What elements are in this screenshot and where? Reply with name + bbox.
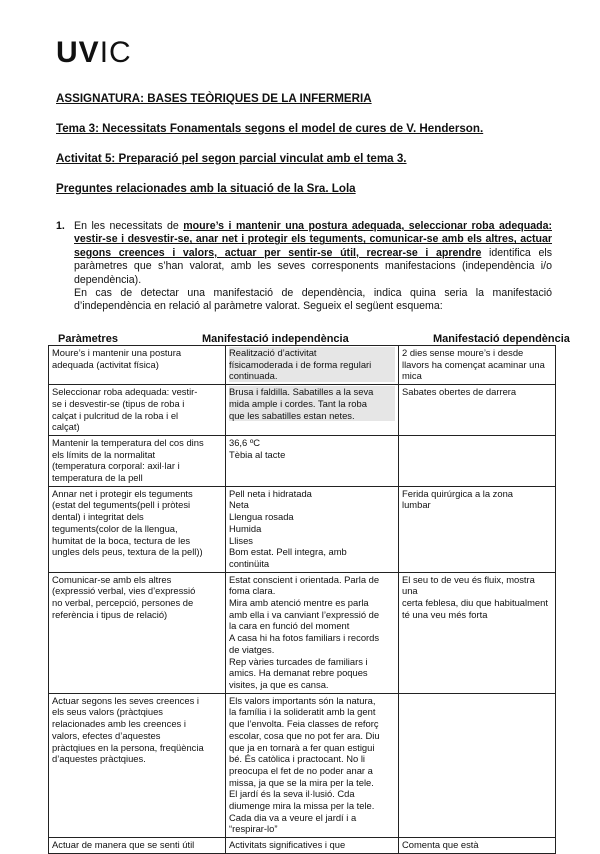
cell-line: relacionades amb les creences i	[52, 718, 186, 730]
cell-line: els límits de la normalitat	[52, 448, 156, 460]
cell-line: Bom estat. Pell integra, amb	[229, 546, 347, 558]
cell-line: (temperatura corporal: axil·lar i	[52, 460, 180, 472]
table-row	[49, 693, 556, 837]
cell-line: Actuar segons les seves creences i	[52, 694, 199, 706]
question-highlight: moure’s i mantenir una postura adequada, seleccionar roba adequada: vestir-se i desvestir-se, anar net i protegir els teguments, comunicar-se amb els altres, actuar segons creences i valors, actuar per sentir-se útil, recrear-se i aprendre	[74, 220, 552, 259]
cell-line: Pell neta i hidratada	[229, 487, 312, 499]
cell-line: foma clara.	[229, 585, 276, 597]
cell-line: que l’envolta. Feia classes de reforç	[229, 718, 379, 730]
table-cell-c3	[399, 385, 556, 436]
cell-line: certa feblesa, diu que habitualment	[402, 597, 548, 609]
cell-line: pràctqiues en la persona, freqüència	[52, 741, 204, 753]
cell-line: (expressió verbal, vies d’expressió	[52, 585, 196, 597]
course-heading: ASSIGNATURA: BASES TEÒRIQUES DE LA INFERMERIA	[56, 92, 372, 105]
cell-line: mida ample i cordes. Tant la roba	[229, 398, 395, 410]
cell-line: continuada.	[229, 370, 395, 382]
table-row	[49, 346, 556, 385]
table-cell-c1	[49, 838, 226, 854]
cell-line: temperatura de la pell	[52, 472, 143, 484]
table-row	[49, 572, 556, 693]
cell-line: Seleccionar roba adequada: vestir-	[52, 386, 198, 398]
table-cell-c1	[49, 346, 226, 385]
cell-line: (estat del teguments(pell i pròtesi	[52, 499, 191, 511]
table-cell-c3	[399, 486, 556, 572]
cell-line: Sabates obertes de darrera	[402, 386, 517, 398]
table-cell-c2	[226, 838, 399, 854]
cell-line: A casa hi ha fotos familiars i records	[229, 632, 380, 644]
cell-line: Activitats significatives i que	[229, 839, 346, 851]
table-cell-c3	[399, 435, 556, 486]
cell-line: els seus valors (pràctqiues	[52, 706, 163, 718]
cell-line: Comunicar-se amb els altres	[52, 573, 172, 585]
table-row	[49, 385, 556, 436]
header-parametres: Paràmetres	[58, 333, 118, 345]
cell-line: continüita	[229, 557, 270, 569]
cell-line: Rep vàries turcades de familiars i	[229, 655, 368, 667]
header-dependencia: Manifestació dependència	[433, 333, 570, 345]
cell-line: Els valors importants són la natura,	[229, 694, 376, 706]
cell-line: té una veu més forta	[402, 608, 488, 620]
questions-heading: Preguntes relacionades amb la situació de la Sra. Lola	[56, 182, 356, 195]
table-cell-c1	[49, 572, 226, 693]
cell-line: Llises	[229, 534, 253, 546]
cell-line: Mira amb atenció mentre es parla	[229, 597, 369, 609]
cell-line: mica	[402, 370, 422, 382]
cell-line: Humida	[229, 522, 262, 534]
table-cell-c2	[226, 693, 399, 837]
cell-line: preocupa el fet de no poder anar a	[229, 764, 373, 776]
cell-line: Realització d’activitat	[229, 347, 395, 359]
question-number: 1.	[56, 220, 65, 232]
cell-line: Actuar de manera que se senti útil	[52, 839, 195, 851]
cell-line: la cara en funció del moment	[229, 620, 350, 632]
table-cell-c2	[226, 486, 399, 572]
cell-line: que les sabatilles estan netes.	[229, 410, 395, 422]
cell-line: físicamoderada i de forma regulari	[229, 359, 395, 371]
cell-line: amics. Ha demanat rebre poques	[229, 667, 368, 679]
cell-line: calçat)	[52, 421, 80, 433]
cell-line: “respirar-lo”	[229, 823, 278, 835]
table-cell-c2	[226, 435, 399, 486]
cell-line: Estat conscient i orientada. Parla de	[229, 573, 380, 585]
cell-line: Llengua rosada	[229, 511, 294, 523]
cell-line: humitat de la boca, tectura de les	[52, 534, 191, 546]
table-cell-c1	[49, 486, 226, 572]
table-cell-c2	[226, 346, 399, 385]
topic-heading: Tema 3: Necessitats Fonamentals segons el model de cures de V. Henderson.	[56, 122, 484, 135]
assessment-table	[48, 345, 556, 854]
header-independencia: Manifestació independència	[202, 333, 349, 345]
cell-line: 2 dies sense moure’s i desde	[402, 347, 524, 358]
table-row	[49, 486, 556, 572]
question-second: En cas de detectar una manifestació de dependència, indica quina seria la manifestació d’independència en relació al paràmetre valorat. Segueix el següent esquema:	[74, 287, 552, 313]
table-cell-c3	[399, 838, 556, 854]
cell-line: d’aquestes pràctqiues.	[52, 753, 146, 765]
cell-line: calçat i pulcritud de la roba i el	[52, 409, 179, 421]
question-rest: identifica els paràmetres que s’han valorat, amb les seves corresponents manifestacions (independència i/o dependència).	[74, 246, 552, 286]
cell-line: Neta	[229, 499, 249, 511]
table-cell-c1	[49, 435, 226, 486]
cell-line: referència i tipus de relació)	[52, 608, 168, 620]
table-cell-c1	[49, 693, 226, 837]
cell-line: ungles dels peus, textura de la pell))	[52, 546, 203, 558]
cell-line: bé. És catòlica i practocant. No li	[229, 753, 366, 765]
cell-line: Mantenir la temperatura del cos dins	[52, 436, 204, 448]
cell-line: llavors ha començat acaminar una	[402, 358, 545, 370]
cell-line: no verbal, percepció, persones de	[52, 597, 194, 609]
cell-line: El jardí és la seva il·lusió. Cda	[229, 788, 355, 800]
cell-line: que ja en tornarà a fer quan estigui	[229, 741, 375, 753]
table-cell-c1	[49, 385, 226, 436]
cell-line: Comenta que està	[402, 839, 479, 851]
cell-line: Ferida quirúrgica a la zona	[402, 487, 513, 499]
cell-line: dental) i integritat dels	[52, 511, 144, 523]
table-row	[49, 838, 556, 854]
question-1	[56, 220, 552, 314]
cell-line: de viatges.	[229, 643, 275, 655]
cell-line: teguments(color de la llengua,	[52, 522, 178, 534]
cell-line: Tèbia al tacte	[229, 448, 286, 460]
cell-line: Annar net i protegir els teguments	[52, 487, 193, 499]
cell-line: se i desvestir-se (tipus de roba i	[52, 397, 185, 409]
cell-line: escolar, cosa que no pot fer ara. Diu	[229, 729, 380, 741]
cell-line: Cada dia va a veure el jardí i a	[229, 811, 357, 823]
cell-line: diumenge mira la missa per la tele.	[229, 800, 375, 812]
table-cell-c3	[399, 346, 556, 385]
cell-line: la família i la solideratit amb la gent	[229, 706, 376, 718]
cell-line: valors, efectes d’aquestes	[52, 729, 161, 741]
cell-line: Moure’s i mantenir una postura	[52, 347, 182, 358]
cell-line: visites, ja que es cansa.	[229, 678, 329, 690]
uvic-logo: UVIC	[56, 36, 132, 69]
table-cell-c3	[399, 572, 556, 693]
cell-line: El seu to de veu és fluix, mostra una	[402, 573, 535, 597]
cell-line: adequada (activitat física)	[52, 358, 159, 370]
cell-line: lumbar	[402, 499, 431, 511]
table-row	[49, 435, 556, 486]
cell-line: 36,6 ºC	[229, 436, 261, 448]
table-cell-c2	[226, 572, 399, 693]
question-intro: En les necessitats de	[74, 220, 184, 232]
table-cell-c2	[226, 385, 399, 436]
cell-line: missa, ja que se la mira per la tele.	[229, 776, 374, 788]
cell-line: Brusa i faldilla. Sabatilles a la seva	[229, 386, 395, 398]
cell-line: amb ella i va canviant l’expressió de	[229, 608, 380, 620]
activity-heading: Activitat 5: Preparació pel segon parcial vinculat amb el tema 3.	[56, 152, 407, 165]
table-cell-c3	[399, 693, 556, 837]
